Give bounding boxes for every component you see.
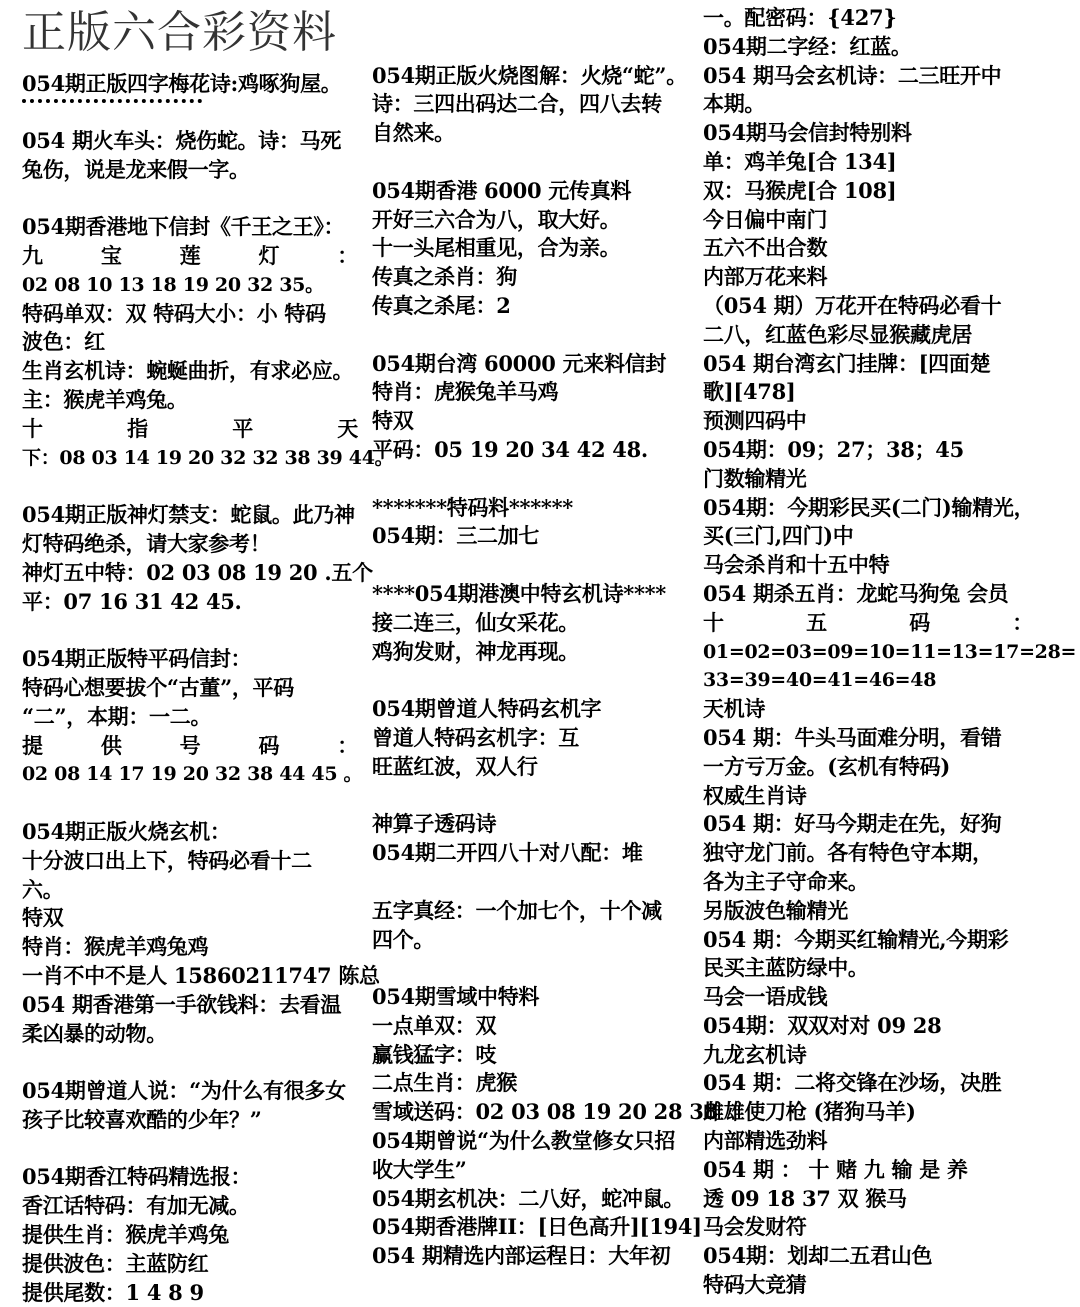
text-line: 五六不出合数 — [703, 235, 828, 261]
text-line: 02 08 14 17 19 20 32 38 44 45 。 — [22, 763, 363, 786]
text-line: 特码大竞猜 — [703, 1272, 807, 1298]
text-token: 十 — [22, 415, 43, 441]
text-line: 兔伤，说是龙来假一字。 — [22, 156, 250, 182]
text-line — [22, 732, 358, 761]
text-line: 内部万花来料 — [703, 264, 828, 290]
text-token: 九 — [22, 242, 43, 268]
spacer — [22, 616, 358, 645]
text-line: 054期曾道人说：“为什么有很多女 — [22, 1078, 346, 1104]
text-line — [22, 415, 358, 444]
text-token: ： — [1012, 609, 1033, 635]
spacer — [22, 184, 358, 213]
text-line: 六。 — [22, 876, 64, 902]
text-token: 供 — [100, 732, 122, 758]
text-token: 码 — [909, 609, 930, 635]
text-line: 054 期：牛头马面难分明，看错 — [703, 724, 1002, 750]
text-line: 01=02=03=09=10=11=13=17=28= — [703, 640, 1077, 663]
text-line: 民买主蓝防绿中。 — [703, 955, 869, 981]
text-token: 五 — [806, 609, 827, 635]
text-line: 平码：05 19 20 34 42 48. — [372, 436, 648, 462]
text-line: 054 期杀五肖：龙蛇马狗兔 会员 — [703, 580, 1009, 606]
text-line: 赢钱猛字：吱 — [372, 1041, 497, 1067]
text-line: 旺蓝红波，双人行 — [372, 753, 538, 779]
text-line: 雌雄使刀枪 (猪狗马羊) — [703, 1099, 916, 1125]
text-line: 特双 — [22, 905, 64, 931]
text-line: 雪域送码：02 03 08 19 20 28 38 — [372, 1099, 718, 1125]
text-line: 054期香港地下信封《千王之王》： — [22, 214, 345, 240]
text-line: 门数输精光 — [703, 465, 807, 491]
text-line: 波色：红 — [22, 329, 105, 355]
text-line: 天机诗 — [703, 696, 766, 722]
text-line: 独守龙门前。各有特色守本期， — [703, 840, 993, 866]
spacer — [372, 465, 690, 494]
text-line: 本期。 — [703, 91, 766, 117]
text-line: 一。配密码：{427} — [703, 5, 897, 30]
text-line: 054期正版四字梅花诗:鸡啄狗屋。 — [22, 71, 342, 96]
text-line: 香江话特码：有加无减。 — [22, 1193, 250, 1219]
text-line: 特肖：虎猴兔羊马鸡 — [372, 379, 559, 405]
text-line: 收大学生” — [372, 1156, 467, 1182]
spacer — [372, 666, 690, 695]
text-line — [22, 242, 358, 271]
text-line: 054期二字经：红蓝。 — [703, 33, 912, 59]
column-left — [22, 4, 394, 1307]
cropped-line — [22, 99, 202, 113]
text-line: 054 期 ： 十 赌 九 输 是 养 — [703, 1156, 968, 1182]
text-line: 特肖：猴虎羊鸡兔鸡 — [22, 934, 209, 960]
spacer — [372, 551, 690, 580]
text-line: 提供生肖：猴虎羊鸡兔 — [22, 1222, 229, 1248]
text-line: 一肖不中不是人 15860211747 陈总 — [22, 962, 380, 988]
text-line — [703, 609, 1033, 638]
text-line: 054期：09；27；38；45 — [703, 436, 964, 462]
text-line: 马会一语成钱 — [703, 984, 828, 1010]
text-line: 054期二开四八十对八配：堆 — [372, 840, 643, 866]
text-line: 神算子透码诗 — [372, 811, 497, 837]
text-line: 054期香江特码精选报： — [22, 1164, 252, 1190]
text-line: 自然来。 — [372, 120, 455, 146]
text-line: 054 期：二将交锋在沙场，决胜 — [703, 1070, 1002, 1096]
text-line: 054期：三二加七 — [372, 523, 540, 549]
text-line: 054 期火车头：烧伤蛇。诗：马死 — [22, 127, 342, 153]
text-line: 十一头尾相重见，合为亲。 — [372, 235, 621, 261]
column-left-lines — [22, 70, 394, 1307]
text-line: 预测四码中 — [703, 408, 807, 434]
spacer — [22, 1135, 358, 1164]
text-token: 莲 — [179, 242, 201, 268]
text-line: 另版波色输精光 — [703, 897, 848, 923]
text-line: 054 期精选内部运程日：大年初 — [372, 1243, 671, 1269]
text-line: 054期：双双对对 09 28 — [703, 1012, 942, 1038]
text-line: 054 期台湾玄门挂牌：[四面楚 — [703, 350, 991, 376]
text-token: 灯 — [258, 242, 280, 268]
text-line: 柔凶暴的动物。 — [22, 1020, 167, 1046]
text-line: 054期正版火烧图解：火烧“蛇”。 — [372, 62, 687, 88]
text-line: 十分波口出上下，特码必看十二 — [22, 847, 312, 873]
text-line: 传真之杀肖：狗 — [372, 264, 517, 290]
text-token: 指 — [127, 415, 148, 441]
spacer — [22, 472, 358, 501]
text-line: 马会杀肖和十五中特 — [703, 552, 890, 578]
text-line: 054期曾说“为什么教堂修女只招 — [372, 1128, 676, 1154]
text-line: 054 期：好马今期走在先，好狗 — [703, 811, 1002, 837]
text-token: 平 — [232, 415, 253, 441]
text-line: ****054期港澳中特玄机诗**** — [372, 580, 666, 606]
text-line: 02 08 10 13 18 19 20 32 35。 — [22, 273, 324, 296]
text-line: 神灯五中特：02 03 08 19 20 .五个 — [22, 559, 373, 585]
text-line: （054 期）万花开在特码必看十 — [703, 292, 1002, 318]
text-line: 054期：划却二五君山色 — [703, 1243, 933, 1269]
text-line: 主：猴虎羊鸡兔。 — [22, 386, 188, 412]
text-line: 054期：今期彩民买(二门)输精光， — [703, 494, 1035, 520]
spacer — [372, 148, 690, 177]
text-line: 权威生肖诗 — [703, 782, 807, 808]
text-line: 马会发财符 — [703, 1214, 807, 1240]
text-line: 灯特码绝杀，请大家参考！ — [22, 530, 271, 556]
column-middle-lines — [372, 4, 718, 1271]
spacer — [372, 33, 690, 62]
text-line: 鸡狗发财，神龙再现。 — [372, 638, 579, 664]
text-line: 平：07 16 31 42 45. — [22, 588, 242, 614]
text-line: 054期台湾 60000 元来料信封 — [372, 350, 667, 376]
text-line: 054 期马会玄机诗：二三旺开中 — [703, 62, 1002, 88]
text-line: 054期香港牌II：[日色高升][194] — [372, 1214, 702, 1240]
spacer — [372, 321, 690, 350]
text-line: 二八，红蓝色彩尽显猴藏虎居 — [703, 321, 973, 347]
spacer — [372, 782, 690, 811]
text-line: 九龙玄机诗 — [703, 1041, 807, 1067]
text-line: 054期香港 6000 元传真料 — [372, 177, 632, 203]
text-token: 码 — [258, 732, 280, 758]
text-line: 四个。 — [372, 926, 435, 952]
text-line: 下：08 03 14 19 20 32 32 38 39 44。 — [22, 446, 394, 469]
column-right — [703, 4, 1077, 1300]
spacer — [372, 954, 690, 983]
text-token: 宝 — [100, 242, 122, 268]
column-right-lines — [703, 4, 1077, 1300]
text-token: 提 — [22, 732, 43, 758]
text-line: 孩子比较喜欢酷的少年？” — [22, 1106, 262, 1132]
text-line: 054 期香港第一手欲钱料：去看温 — [22, 991, 342, 1017]
text-line: 各为主子守命来。 — [703, 868, 869, 894]
text-line: 五字真经：一个加七个，十个减 — [372, 897, 662, 923]
text-line: 二点生肖：虎猴 — [372, 1070, 517, 1096]
text-line: 054期曾道人特码玄机字 — [372, 696, 602, 722]
text-line: 特双 — [372, 408, 414, 434]
text-line: 054期正版神灯禁支：蛇鼠。此乃神 — [22, 502, 355, 528]
text-line: 内部精选劲料 — [703, 1128, 828, 1154]
text-line: 双：马猴虎[合 108] — [703, 177, 897, 203]
text-line: 歌][478] — [703, 379, 796, 405]
text-line: 054期玄机决：二八好，蛇冲鼠。 — [372, 1185, 685, 1211]
text-line: 054期正版火烧玄机： — [22, 818, 231, 844]
text-line: 一点单双：双 — [372, 1012, 497, 1038]
spacer — [372, 868, 690, 897]
text-line: 054期正版特平码信封： — [22, 646, 252, 672]
text-line: 特码心想要拔个“古董”，平码 — [22, 674, 294, 700]
text-line: 传真之杀尾：2 — [372, 292, 511, 318]
spacer — [22, 789, 358, 818]
text-token: 天 — [337, 415, 358, 441]
text-line: 054 期：今期买红输精光,今期彩 — [703, 926, 1009, 952]
text-line: 单：鸡羊兔[合 134] — [703, 148, 897, 174]
text-line: 曾道人特码玄机字：互 — [372, 724, 579, 750]
text-line: 提供尾数：1 4 8 9 — [22, 1279, 204, 1305]
text-line: “二”，本期：一二。 — [22, 703, 212, 729]
text-line: 提供波色：主蓝防红 — [22, 1250, 209, 1276]
text-line: 054期雪域中特料 — [372, 984, 540, 1010]
text-line: 生肖玄机诗：蜿蜒曲折，有求必应。 — [22, 358, 354, 384]
spacer — [22, 1048, 358, 1077]
text-token: ： — [337, 242, 358, 268]
column-middle — [372, 4, 718, 1271]
text-line: 诗：三四出码达二合，四八去转 — [372, 91, 662, 117]
text-line: 接二连三，仙女采花。 — [372, 609, 579, 635]
text-token: ： — [337, 732, 358, 758]
text-line: 33=39=40=41=46=48 — [703, 669, 937, 692]
text-token: 号 — [179, 732, 201, 758]
spacer — [372, 4, 690, 33]
text-line: 一方亏万金。(玄机有特码) — [703, 753, 950, 779]
text-token: 十 — [703, 609, 724, 635]
page-title: 正版六合彩资料 — [22, 7, 337, 58]
text-line: 开好三六合为八，取大好。 — [372, 206, 621, 232]
text-line: 054期马会信封特别料 — [703, 120, 912, 146]
text-line: *******特码料****** — [372, 494, 573, 520]
text-line: 买(三门,四门)中 — [703, 523, 854, 549]
text-line: 透 09 18 37 双 猴马 — [703, 1185, 907, 1211]
text-line: 特码单双：双 特码大小：小 特码 — [22, 300, 326, 326]
text-line: 今日偏中南门 — [703, 206, 828, 232]
